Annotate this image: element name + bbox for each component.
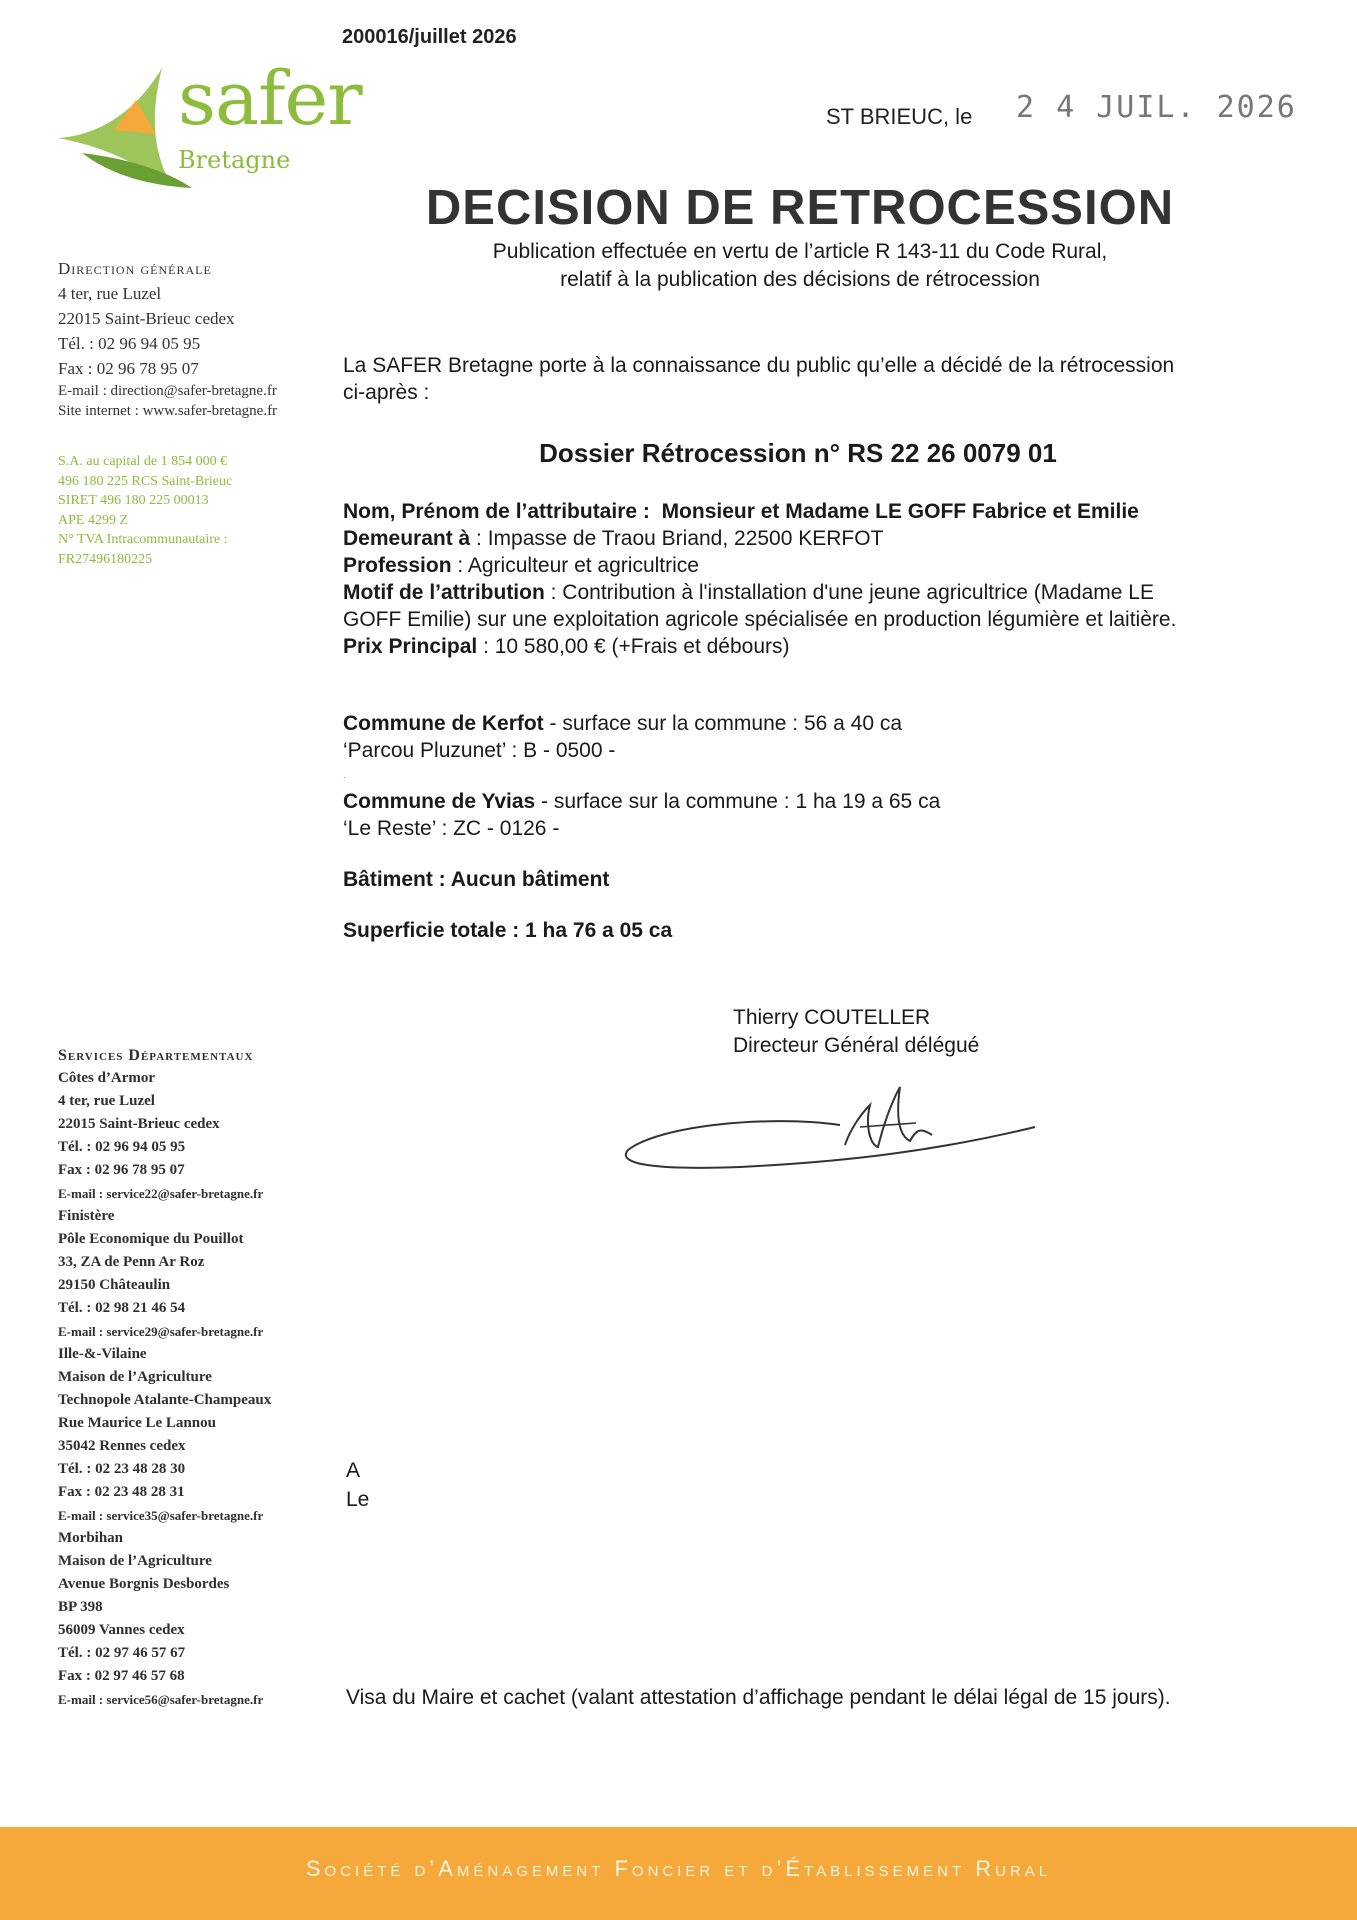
service-tel: Tél. : 02 97 46 57 67	[58, 1645, 186, 1661]
legal-tva: FR27496180225	[58, 551, 153, 567]
service-fax: Fax : 02 96 78 95 07	[58, 1162, 185, 1178]
intro-line: ci-après :	[343, 381, 430, 404]
service-email: E-mail : service29@safer-bretagne.fr	[58, 1324, 264, 1339]
attributaire-row	[343, 498, 1253, 525]
motif-continuation: GOFF Emilie) sur une exploitation agricole spécialisée en production légumière et laitière.	[343, 608, 1177, 631]
intro-paragraph	[343, 352, 1253, 406]
prix-label: Prix Principal	[343, 635, 478, 658]
service-line: Maison de l’Agriculture	[58, 1553, 212, 1569]
affichage-le: Le	[346, 1488, 370, 1511]
dossier-number: Dossier Rétrocession n° RS 22 26 0079 01	[539, 438, 1057, 468]
commune-parcel: ‘Le Reste’ : ZC - 0126 -	[343, 817, 560, 840]
signatory-role: Directeur Général délégué	[733, 1034, 980, 1057]
subtitle-line: relatif à la publication des décisions de rétrocession	[560, 268, 1040, 291]
service-line: 35042 Rennes cedex	[58, 1438, 186, 1454]
legal-block	[58, 452, 232, 569]
service-line: Avenue Borgnis Desbordes	[58, 1576, 230, 1592]
signatory-block	[733, 1004, 979, 1060]
service-fax: Fax : 02 97 46 57 68	[58, 1668, 185, 1684]
communes-block	[343, 710, 1253, 944]
profession-label: Profession	[343, 554, 452, 577]
service-line: 4 ter, rue Luzel	[58, 1093, 155, 1109]
profession-row	[343, 552, 1253, 579]
service-line: 29150 Châteaulin	[58, 1277, 171, 1293]
service-tel: Tél. : 02 96 94 05 95	[58, 1139, 186, 1155]
legal-ape: APE 4299 Z	[58, 512, 128, 528]
service-fax: Fax : 02 23 48 28 31	[58, 1484, 185, 1500]
demeurant-row	[343, 525, 1253, 552]
attributaire-value: Monsieur et Madame LE GOFF Fabrice et Emilie	[661, 500, 1139, 523]
subtitle-line: Publication effectuée en vertu de l’article R 143-11 du Code Rural,	[492, 240, 1108, 263]
service-line: 56009 Vannes cedex	[58, 1622, 185, 1638]
superficie-line: Superficie totale : 1 ha 76 a 05 ca	[343, 919, 673, 942]
service-line: Pôle Economique du Pouillot	[58, 1231, 244, 1247]
service-tel: Tél. : 02 23 48 28 30	[58, 1461, 186, 1477]
direction-fax: Fax : 02 96 78 95 07	[58, 359, 199, 378]
direction-heading: Direction générale	[58, 259, 212, 278]
commune-label: Commune de Yvias	[343, 790, 536, 813]
batiment-line: Bâtiment : Aucun bâtiment	[343, 868, 610, 891]
service-name: Côtes d’Armor	[58, 1070, 156, 1086]
legal-tva-label: N° TVA Intracommunautaire :	[58, 532, 228, 547]
direction-block	[58, 256, 277, 421]
date-stamp: 2 4 JUIL. 2026	[1016, 90, 1297, 125]
motif-row	[343, 579, 1253, 606]
direction-address: 22015 Saint-Brieuc cedex	[58, 309, 235, 328]
legal-siret: SIRET 496 180 225 00013	[58, 493, 209, 508]
document-reference: 200016/juillet 2026	[342, 26, 517, 48]
affichage-a: A	[346, 1459, 361, 1482]
service-line: Rue Maurice Le Lannou	[58, 1415, 216, 1431]
commune-surface: - surface sur la commune : 56 a 40 ca	[543, 712, 903, 735]
signatory-name: Thierry COUTELLER	[733, 1006, 931, 1029]
direction-tel: Tél. : 02 96 94 05 95	[58, 334, 201, 353]
logo-region: Bretagne	[178, 146, 291, 174]
services-heading: Services Départementaux	[58, 1047, 254, 1064]
page-subtitle	[340, 238, 1260, 294]
service-name: Morbihan	[58, 1530, 124, 1546]
legal-rcs: 496 180 225 RCS Saint-Brieuc	[58, 473, 233, 489]
demeurant-value: : Impasse de Traou Briand, 22500 KERFOT	[470, 527, 884, 550]
logo-wordmark: safer	[178, 56, 362, 142]
services-block	[58, 1044, 271, 1711]
attributaire-label: Nom, Prénom de l’attributaire :	[343, 500, 650, 523]
service-name: Finistère	[58, 1208, 115, 1224]
motif-value: : Contribution à l'installation d'une jeune agricultrice (Madame LE	[544, 581, 1154, 604]
service-line: Maison de l’Agriculture	[58, 1369, 212, 1385]
commune-label: Commune de Kerfot	[343, 712, 544, 735]
commune-row	[343, 710, 1253, 737]
service-email: E-mail : service56@safer-bretagne.fr	[58, 1692, 264, 1707]
direction-address: 4 ter, rue Luzel	[58, 284, 162, 303]
service-name: Ille-&-Vilaine	[58, 1346, 147, 1362]
commune-row	[343, 788, 1253, 815]
service-line: 33, ZA de Penn Ar Roz	[58, 1254, 205, 1270]
service-line: BP 398	[58, 1599, 103, 1615]
service-email: E-mail : service22@safer-bretagne.fr	[58, 1186, 264, 1201]
commune-parcel: ‘Parcou Pluzunet’ : B - 0500 -	[343, 739, 616, 762]
profession-value: : Agriculteur et agricultrice	[451, 554, 699, 577]
service-line: 22015 Saint-Brieuc cedex	[58, 1116, 220, 1132]
prix-row	[343, 633, 1253, 660]
commune-surface: - surface sur la commune : 1 ha 19 a 65 ca	[535, 790, 941, 813]
attribution-details	[343, 498, 1253, 660]
place-label: ST BRIEUC, le	[826, 104, 973, 129]
service-line: Technopole Atalante-Champeaux	[58, 1392, 272, 1408]
footer-text: Société d’Aménagement Foncier et d’Établissement Rural	[305, 1856, 1052, 1881]
prix-value: : 10 580,00 € (+Frais et débours)	[477, 635, 790, 658]
legal-capital: S.A. au capital de 1 854 000 €	[58, 454, 228, 469]
service-email: E-mail : service35@safer-bretagne.fr	[58, 1508, 264, 1523]
direction-site: Site internet : www.safer-bretagne.fr	[58, 403, 278, 419]
motif-label: Motif de l’attribution	[343, 581, 545, 604]
intro-line: La SAFER Bretagne porte à la connaissance du public qu’elle a décidé de la rétrocession	[343, 354, 1175, 377]
separator-dot: .	[343, 770, 346, 781]
direction-email: E-mail : direction@safer-bretagne.fr	[58, 383, 277, 399]
affichage-block	[346, 1456, 369, 1514]
signature-icon	[620, 1075, 1040, 1185]
visa-line: Visa du Maire et cachet (valant attestation d’affichage pendant le délai légal de 15 jours).	[346, 1686, 1171, 1709]
page-title: DECISION DE RETROCESSION	[425, 181, 1175, 235]
service-tel: Tél. : 02 98 21 46 54	[58, 1300, 186, 1316]
demeurant-label: Demeurant à	[343, 527, 471, 550]
